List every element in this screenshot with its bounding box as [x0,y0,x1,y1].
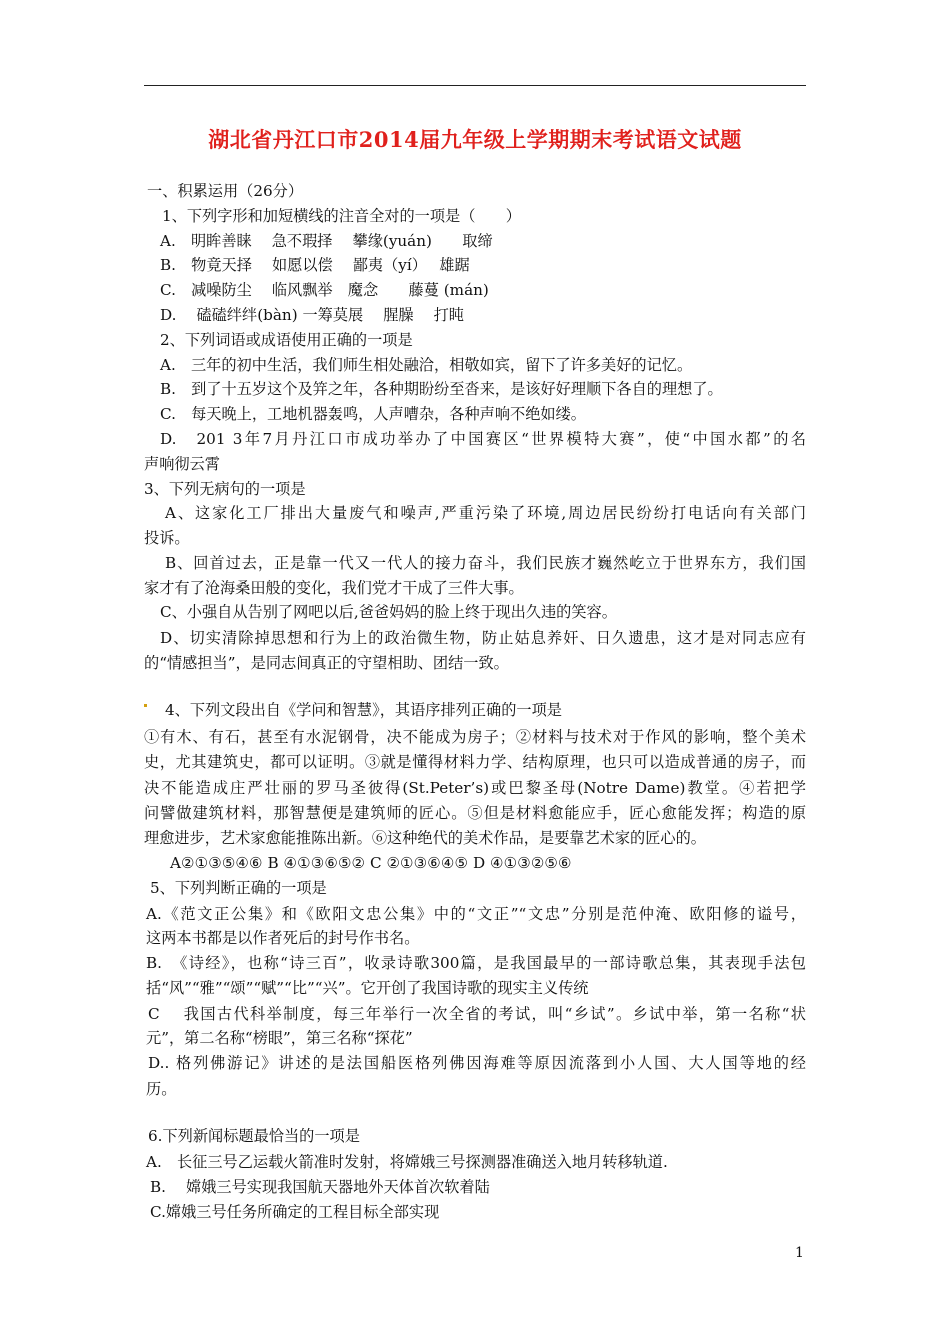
text-line: C. 减噪防尘 临风飘举 魔念 藤蔓 (mán) [160,281,489,299]
text-line: 历。 [146,1080,177,1098]
text-line: A.《范文正公集》和《欧阳文忠公集》中的“文正”“文忠”分别是范仲淹、欧阳修的谥号， [146,905,806,923]
text-line: C、小强自从告别了网吧以后,爸爸妈妈的脸上终于现出久违的笑容。 [160,603,617,621]
text-line: 问譬做建筑材料，那智慧便是建筑师的匠心。⑤但是材料愈能应手，匠心愈能发挥；构造的原 [144,804,806,822]
text-line: D、切实清除掉思想和行为上的政治微生物，防止姑息养奸、日久遗患，这才是对同志应有 [160,629,806,647]
stray-mark [144,704,147,707]
text-line: B. 物竟天择 如愿以偿 鄙夷（yí） 雄踞 [160,256,470,274]
text-line: D. 磕磕绊绊(bàn) 一筹莫展 腥臊 打盹 [160,306,464,324]
text-line: 这两本书都是以作者死后的封号作书名。 [146,929,420,947]
text-line: ①有木、有石，甚至有水泥钢骨，决不能成为房子；②材料与技术对于作风的影响，整个美术 [144,728,806,746]
text-line: 史，尤其建筑史，都可以证明。③就是懂得材料力学、结构原理，也只可以造成普通的房子，而 [144,753,806,771]
text-line: B. 《诗经》，也称“诗三百”，收录诗歌300篇，是我国最早的一部诗歌总集，其表现手法包 [146,954,806,972]
text-line: 6.下列新闻标题最恰当的一项是 [148,1127,360,1145]
text-line: 声响彻云霄 [144,455,220,473]
text-line: 理愈进步，艺术家愈能推陈出新。⑥这种绝代的美术作品，是要靠艺术家的匠心的。 [144,829,706,847]
text-line: D.. 格列佛游记》讲述的是法国船医格列佛因海难等原因流落到小人国、大人国等地的经 [148,1054,806,1072]
text-line: 5、下列判断正确的一项是 [150,879,327,897]
text-line: B. 嫦娥三号实现我国航天器地外天体首次软着陆 [150,1178,490,1196]
text-line: 一、积累运用（26分） [147,182,304,200]
text-line: 决不能造成庄严壮丽的罗马圣彼得(St.Peter’s)或巴黎圣母(Notre Dame)教堂。④若把学 [144,779,806,797]
text-line: B、回首过去，正是靠一代又一代人的接力奋斗，我们民族才巍然屹立于世界东方，我们国 [165,554,806,572]
text-line: 2、下列词语或成语使用正确的一项是 [160,331,413,349]
text-line: 4、下列文段出自《学问和智慧》，其语序排列正确的一项是 [165,701,562,719]
text-line: A. 明眸善睐 急不瑕择 攀缘(yuán) 取缔 [160,232,493,250]
page-title: 湖北省丹江口市2014届九年级上学期期末考试语文试题 [208,127,742,152]
text-line: 的“情感担当”，是同志间真正的守望相助、团结一致。 [144,654,509,672]
text-line: 家才有了沧海桑田般的变化，我们党才干成了三件大事。 [144,579,524,597]
text-line: C.嫦娥三号任务所确定的工程目标全部实现 [150,1203,440,1221]
text-line: 括“风”“雅”“颂”“赋”“比”“兴”。它开创了我国诗歌的现实主义传统 [146,979,589,997]
text-line: A②①③⑤④⑥ B ④①③⑥⑤② C ②①③⑥④⑤ D ④①③②⑤⑥ [170,854,572,872]
text-line: B. 到了十五岁这个及笄之年，各种期盼纷至沓来，是该好好理顺下各自的理想了。 [160,380,723,398]
text-line: C 我国古代科举制度，每三年举行一次全省的考试，叫“乡试”。乡试中举，第一名称“状 [148,1005,806,1023]
text-line: 投诉。 [144,529,190,547]
page-number: 1 [795,1245,804,1261]
text-line: 元”，第二名称“榜眼”，第三名称“探花” [146,1029,413,1047]
text-line: A、这家化工厂排出大量废气和噪声,严重污染了环境,周边居民纷纷打电话向有关部门 [165,504,806,522]
text-line: A. 长征三号乙运载火箭准时发射，将嫦娥三号探测器准确送入地月转移轨道. [146,1153,668,1171]
text-line: 3、下列无病句的一项是 [144,480,306,498]
text-line: C. 每天晚上，工地机器轰鸣，人声嘈杂，各种声响不绝如缕。 [160,405,586,423]
text-line: D. 201 3年7月丹江口市成功举办了中国赛区“世界模特大赛”，使“中国水都”的名 [160,430,806,448]
text-line: A. 三年的初中生活，我们师生相处融洽，相敬如宾，留下了许多美好的记忆。 [160,356,693,374]
header-rule [144,85,806,86]
text-line: 1、下列字形和加短横线的注音全对的一项是（ ） [162,207,521,225]
